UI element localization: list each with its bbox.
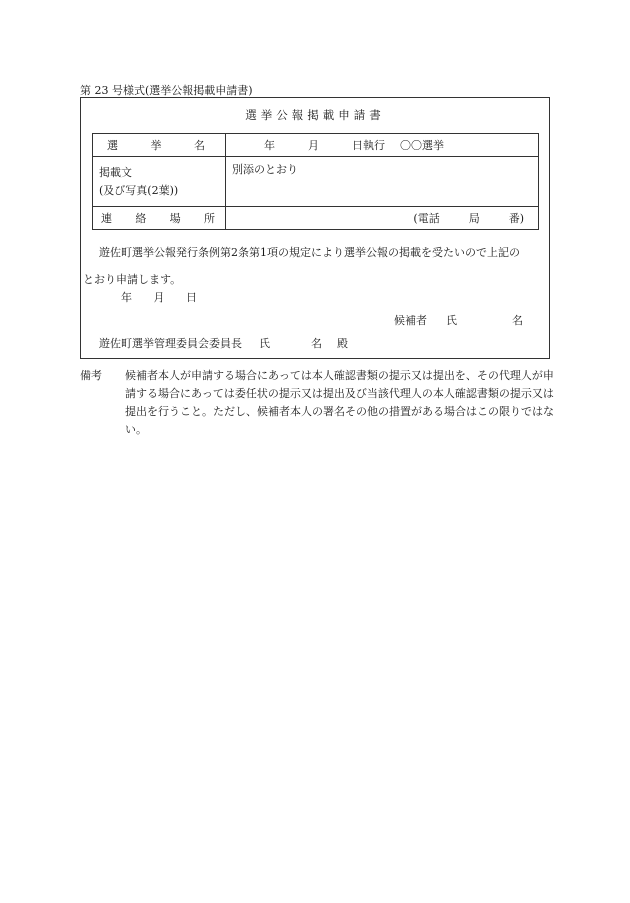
statement-line1: 遊佐町選挙公報発行条例第2条第1項の規定により選挙公報の掲載を受たいので上記の bbox=[99, 246, 520, 259]
honorific: 殿 bbox=[337, 337, 348, 350]
application-statement bbox=[81, 239, 551, 293]
addressee-title: 遊佐町選挙管理委員会委員長 bbox=[99, 337, 242, 350]
date-day: 日 bbox=[186, 291, 197, 304]
label-char: 選 bbox=[107, 139, 118, 152]
content-label-line2: (及び写真(2葉)) bbox=[99, 183, 179, 197]
candidate-signature-line bbox=[394, 312, 523, 328]
election-name-label bbox=[93, 134, 226, 157]
label-char: 連 bbox=[101, 212, 112, 225]
phone-exchange-label: 局 bbox=[468, 212, 480, 225]
month-label: 月 bbox=[308, 139, 319, 152]
label-char: 名 bbox=[194, 139, 205, 152]
election-type: 〇〇選挙 bbox=[400, 139, 444, 152]
statement-line2: とおり申請します。 bbox=[83, 273, 182, 286]
notes-label: 備考 bbox=[80, 369, 102, 382]
year-label: 年 bbox=[264, 139, 275, 152]
table-row-content bbox=[93, 157, 539, 207]
addressee-name-family: 氏 bbox=[259, 337, 270, 350]
label-char: 所 bbox=[203, 212, 215, 225]
election-name-value bbox=[226, 134, 539, 157]
name-label-family: 氏 bbox=[446, 314, 457, 327]
name-label-given: 名 bbox=[512, 314, 523, 327]
date-year: 年 bbox=[121, 291, 132, 304]
phone-number-label: 番) bbox=[508, 212, 524, 225]
content-label bbox=[93, 157, 226, 207]
document-title: 選挙公報掲載申請書 bbox=[245, 108, 385, 122]
candidate-label: 候補者 bbox=[394, 314, 427, 327]
application-date bbox=[121, 289, 197, 305]
form-number-title: 第 23 号様式(選挙公報掲載申請書) bbox=[80, 84, 253, 97]
label-char: 挙 bbox=[150, 139, 162, 152]
application-info-table bbox=[92, 133, 539, 230]
label-char: 場 bbox=[169, 212, 181, 225]
contact-phone-value bbox=[226, 207, 539, 230]
addressee-line bbox=[99, 335, 348, 351]
addressee-name-given: 名 bbox=[311, 337, 322, 350]
table-row-contact bbox=[93, 207, 539, 230]
contact-place-label bbox=[93, 207, 226, 230]
table-row-election-name bbox=[93, 134, 539, 157]
content-value: 別添のとおり bbox=[226, 157, 539, 207]
application-form-frame bbox=[80, 97, 550, 359]
label-char: 絡 bbox=[135, 212, 147, 225]
notes-text: 候補者本人が申請する場合にあっては本人確認書類の提示又は提出を、その代理人が申請する場合にあっては委任状の提示又は提出及び当該代理人の本人確認書類の提示又は提出を行うこと。ただし、候補者本人の署名その他の措置がある場合はこの限りではない。 bbox=[125, 369, 554, 436]
day-held-label: 日執行 bbox=[352, 139, 385, 152]
phone-label: (電話 bbox=[413, 212, 440, 225]
content-label-line1: 掲載文 bbox=[99, 165, 132, 179]
date-month: 月 bbox=[153, 291, 165, 304]
